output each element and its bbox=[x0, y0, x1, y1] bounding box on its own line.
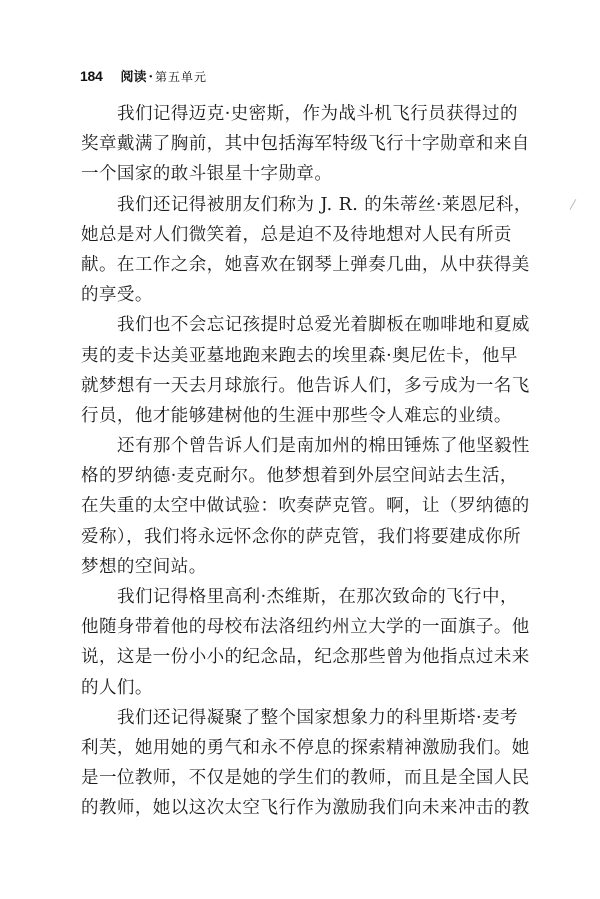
text-line: 献。在工作之余，她喜欢在钢琴上弹奏几曲，从中获得美 bbox=[81, 254, 530, 275]
text-line: 一个国家的敢斗银星十字勋章。 bbox=[81, 164, 333, 185]
text-line: 她总是对人们微笑着，总是迫不及待地想对人民有所贡 bbox=[81, 224, 512, 245]
text-line: 爱称），我们将永远怀念你的萨克管，我们将要建成你所 bbox=[81, 526, 521, 547]
text-line: 我们记得格里高利·杰维斯，在那次致命的飞行中， bbox=[117, 587, 518, 607]
margin-pencil-mark bbox=[569, 199, 581, 213]
running-header bbox=[80, 66, 207, 86]
text-line: 是一位教师，不仅是她的学生们的教师，而且是全国人民 bbox=[81, 768, 530, 789]
paragraph-christa-mcauliffe bbox=[81, 703, 571, 824]
text-line: 在失重的太空中做试验：吹奏萨克管。啊，让（罗纳德的 bbox=[81, 496, 530, 517]
text-line: 梦想的空间站。 bbox=[81, 556, 207, 577]
text-line: 我们还记得被朋友们称为 J. R. 的朱蒂丝·莱恩尼科， bbox=[117, 194, 532, 215]
text-line: 格的罗纳德·麦克耐尔。他梦想着到外层空间站去生活， bbox=[81, 466, 518, 487]
paragraph-gregory-jarvis bbox=[81, 582, 571, 703]
text-line: 我们还记得凝聚了整个国家想象力的科里斯塔·麦考 bbox=[117, 707, 518, 728]
body-text bbox=[81, 99, 571, 824]
paragraph-mike-smith bbox=[81, 99, 571, 190]
paragraph-ellison-onizuka bbox=[81, 310, 571, 431]
text-line: 的教师，她以这次太空飞行作为激励我们向未来冲击的教 bbox=[81, 798, 530, 819]
text-line: 利芙，她用她的勇气和永不停息的探索精神激励我们。她 bbox=[81, 737, 530, 758]
text-line: 的人们。 bbox=[81, 677, 153, 698]
section-title: 阅读 bbox=[120, 70, 147, 85]
text-line: 我们也不会忘记孩提时总爱光着脚板在咖啡地和夏威 bbox=[117, 315, 530, 336]
text-line: 他随身带着他的母校布法洛纽约州立大学的一面旗子。他 bbox=[81, 617, 530, 638]
text-line: 就梦想有一天去月球旅行。他告诉人们，多亏成为一名飞 bbox=[81, 375, 530, 396]
text-line: 的享受。 bbox=[81, 285, 153, 306]
text-line: 夷的麦卡达美亚墓地跑来跑去的埃里森·奥尼佐卡，他早 bbox=[81, 345, 518, 366]
page-number: 184 bbox=[80, 68, 103, 84]
unit-title: 第五单元 bbox=[155, 70, 208, 84]
text-line: 说，这是一份小小的纪念品，纪念那些曾为他指点过未来 bbox=[81, 647, 530, 668]
running-head bbox=[120, 66, 207, 85]
text-line: 行员，他才能够建树他的生涯中那些令人难忘的业绩。 bbox=[81, 405, 512, 426]
paragraph-ronald-mcnair bbox=[81, 431, 571, 582]
separator-dot: · bbox=[148, 70, 154, 85]
text-line: 我们记得迈克·史密斯，作为战斗机飞行员获得过的 bbox=[117, 104, 518, 124]
text-line: 奖章戴满了胸前，其中包括海军特级飞行十字勋章和来自 bbox=[81, 134, 530, 155]
paragraph-judith-resnik bbox=[81, 190, 571, 311]
text-line: 还有那个曾告诉人们是南加州的棉田锤炼了他坚毅性 bbox=[117, 436, 530, 457]
